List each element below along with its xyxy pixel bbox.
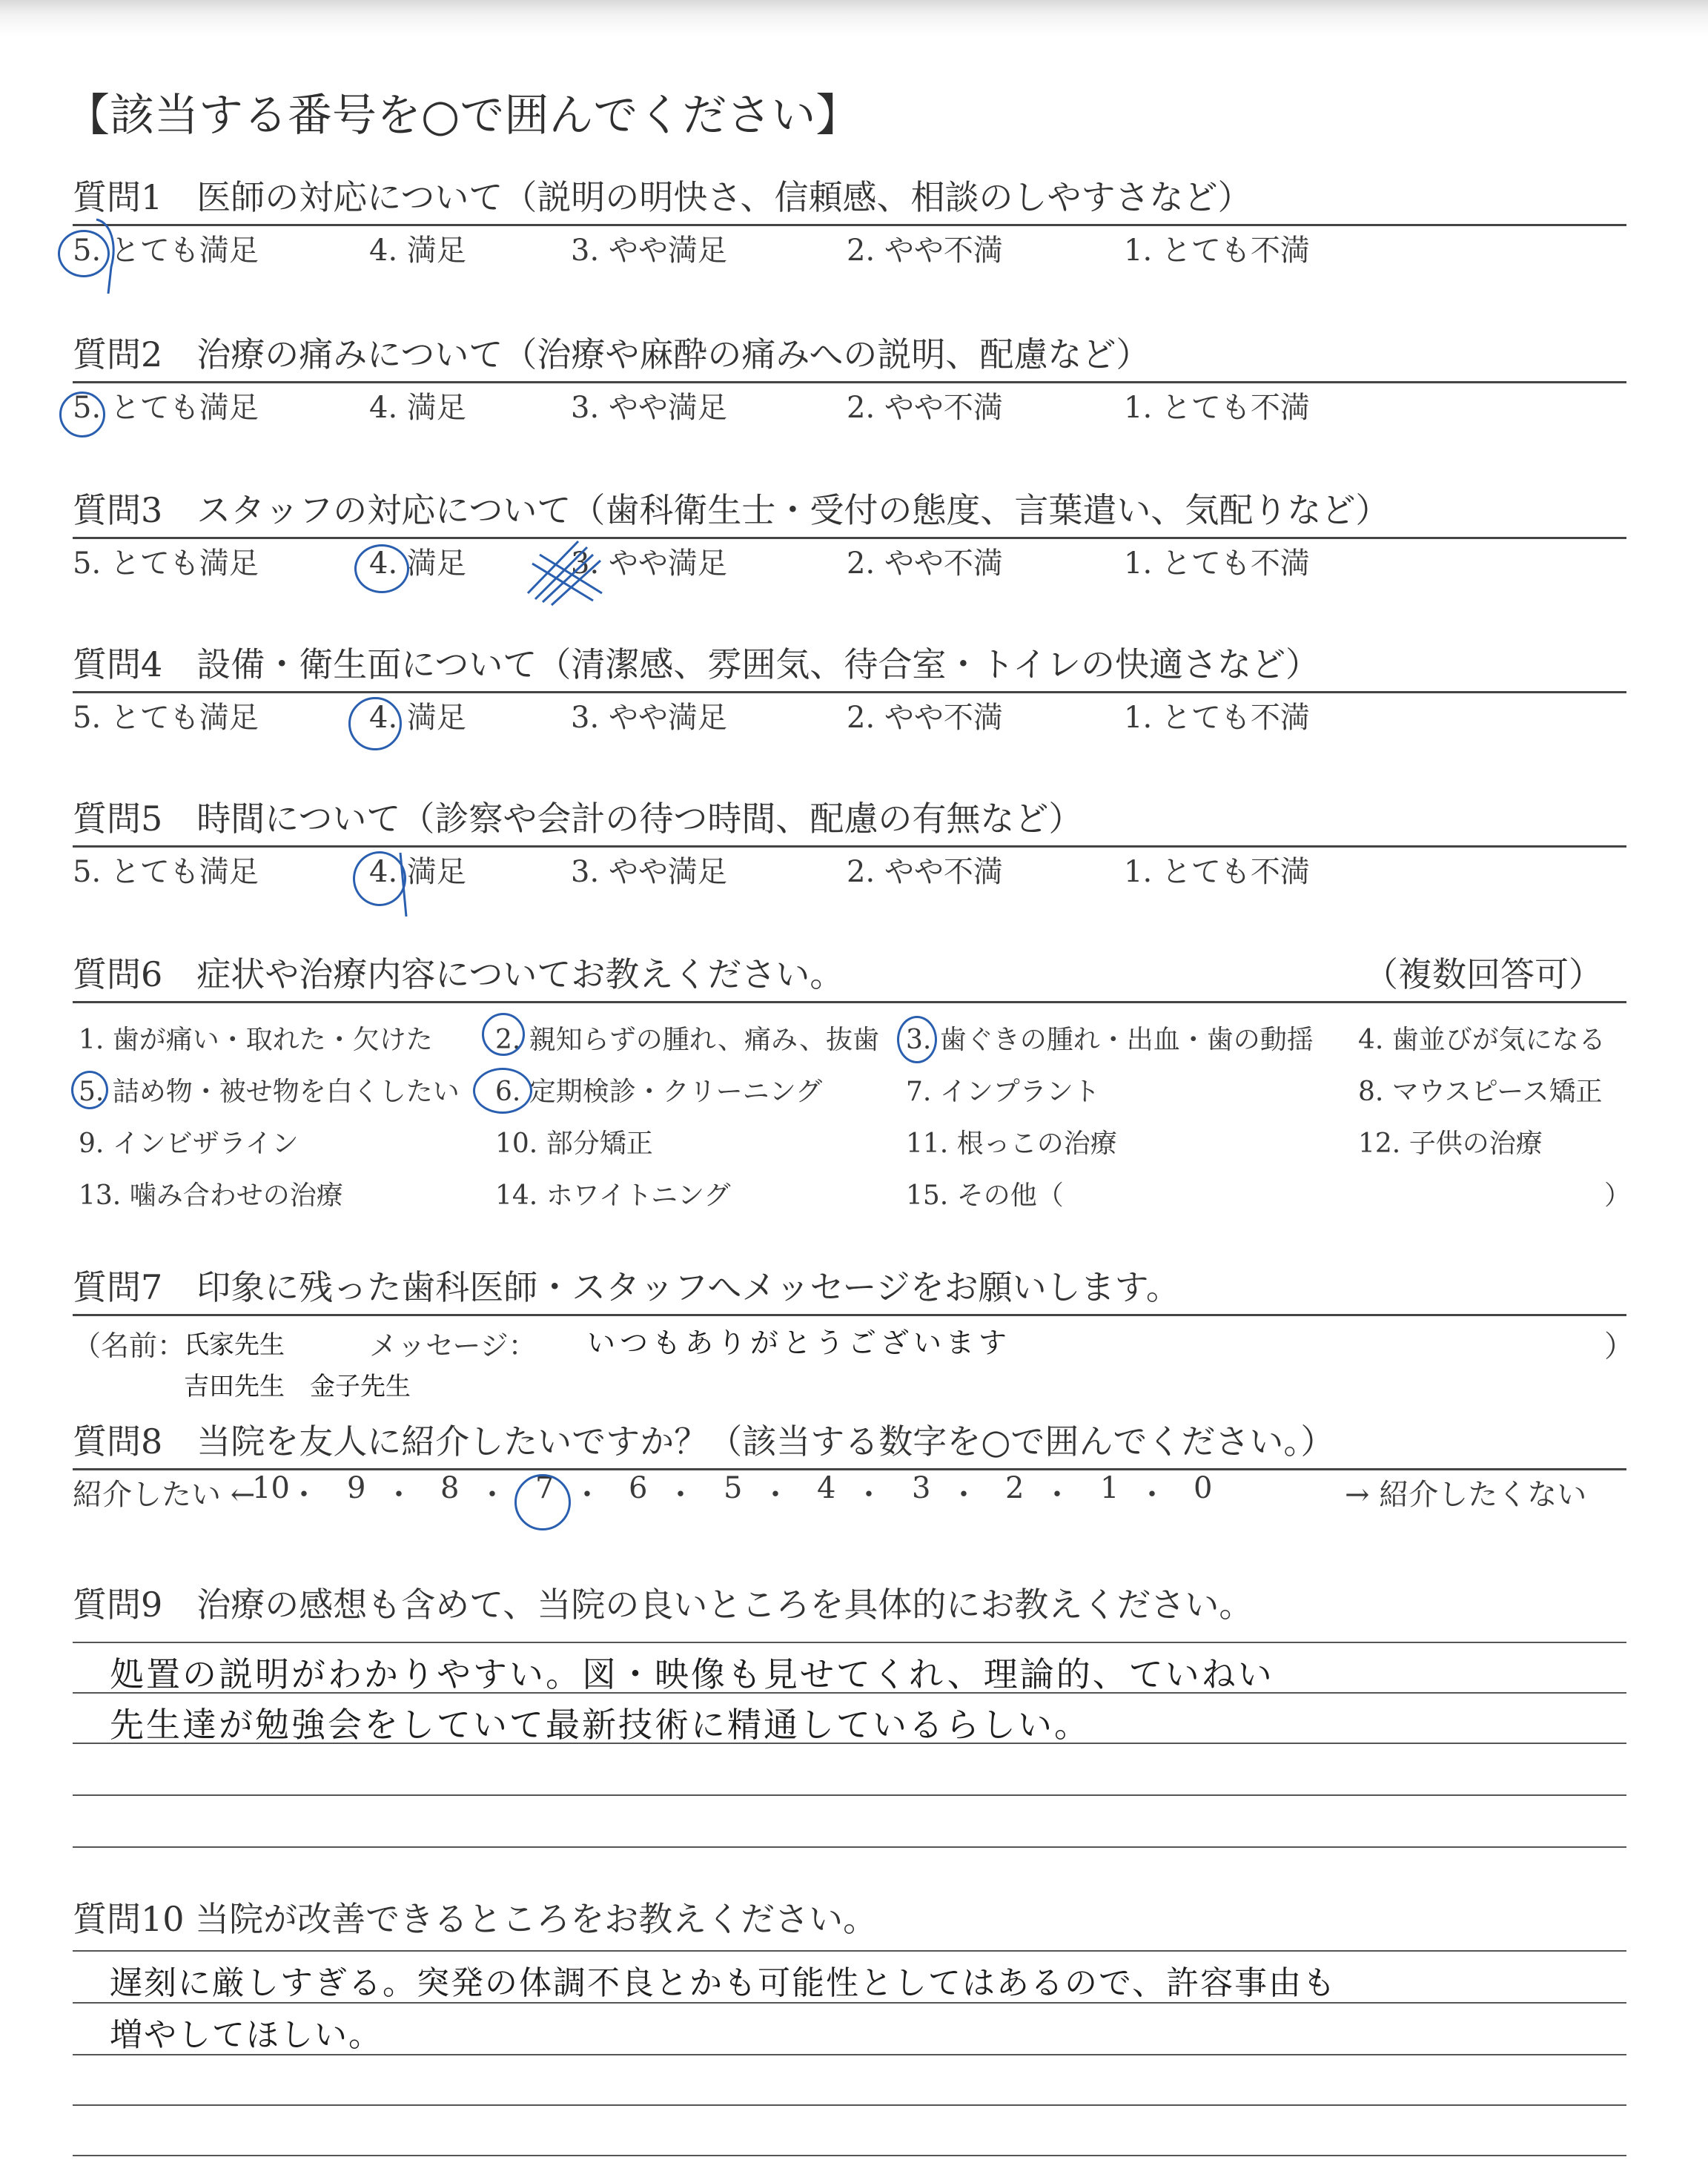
question-title: 質問7 印象に残った歯科医師・スタッフへメッセージをお願いします。 <box>73 1267 1180 1307</box>
form-header: 【該当する番号を○で囲んでください】 <box>65 90 861 142</box>
scale-value-10[interactable]: 10 <box>252 1471 290 1505</box>
q6-option-13[interactable]: 13. 噛み合わせの治療 <box>79 1180 343 1211</box>
option-1[interactable]: 1. とても不満 <box>1124 546 1310 581</box>
option-1[interactable]: 1. とても不満 <box>1124 234 1310 268</box>
q10-answer-line-1: 遅刻に厳しすぎる。突発の体調不良とかも可能性としてはあるので、許容事由も <box>110 1964 1337 2002</box>
scale-separator: ・ <box>572 1478 602 1512</box>
question-title: 質問9 治療の感想も含めて、当院の良いところを具体的にお教えください。 <box>73 1585 1254 1625</box>
scale-value-4[interactable]: 4 <box>817 1471 836 1505</box>
question-title: 質問5 時間について（診察や会計の待つ時間、配慮の有無など） <box>73 799 1083 839</box>
q10-answer-line-2: 増やしてほしい。 <box>110 2016 383 2054</box>
question-title: 質問10 当院が改善できるところをお教えください。 <box>73 1899 878 1939</box>
scale-right-label: → 紹介したくない <box>1345 1478 1587 1512</box>
message-label: メッセージ： <box>369 1330 537 1362</box>
name-label: （名前： <box>73 1330 186 1362</box>
option-5[interactable]: 5. とても満足 <box>73 701 259 735</box>
q6-option-2[interactable]: 2. 親知らずの腫れ、痛み、抜歯 <box>495 1025 880 1055</box>
option-5[interactable]: 5. とても満足 <box>73 234 259 268</box>
q6-option-5[interactable]: 5. 詰め物・被せ物を白くしたい <box>79 1077 460 1107</box>
q9-answer-line-2: 先生達が勉強会をしていて最新技術に精通しているらしい。 <box>110 1705 1090 1745</box>
option-5[interactable]: 5. とても満足 <box>73 855 259 889</box>
scale-separator: ・ <box>761 1478 790 1512</box>
question-title: 質問8 当院を友人に紹介したいですか？（該当する数字を○で囲んでください。） <box>73 1421 1335 1462</box>
option-1[interactable]: 1. とても不満 <box>1124 701 1310 735</box>
q9-answer-line-1: 処置の説明がわかりやすい。図・映像も見せてくれ、理論的、ていねい <box>110 1654 1274 1694</box>
scale-separator: ・ <box>384 1478 414 1512</box>
option-3[interactable]: 3. やや満足 <box>571 546 727 581</box>
scale-value-7[interactable]: 7 <box>535 1471 555 1505</box>
handwritten-names-2: 吉田先生 金子先生 <box>184 1372 411 1401</box>
option-5[interactable]: 5. とても満足 <box>73 391 259 425</box>
question-title: 質問2 治療の痛みについて（治療や麻酔の痛みへの説明、配慮など） <box>73 334 1151 374</box>
option-3[interactable]: 3. やや満足 <box>571 701 727 735</box>
option-2[interactable]: 2. やや不満 <box>847 391 1003 425</box>
option-3[interactable]: 3. やや満足 <box>571 855 727 889</box>
multiple-answers-note: （複数回答可） <box>1364 954 1603 994</box>
question-title: 質問1 医師の対応について（説明の明快さ、信頼感、相談のしやすさなど） <box>73 177 1252 217</box>
question-title: 質問3 スタッフの対応について（歯科衛生士・受付の態度、言葉遣い、気配りなど） <box>73 490 1390 530</box>
q6-option-8[interactable]: 8. マウスピース矯正 <box>1358 1077 1603 1107</box>
scale-separator: ・ <box>1137 1478 1167 1512</box>
handwritten-message: いつもありがとうございます <box>587 1327 1012 1359</box>
scale-value-2[interactable]: 2 <box>1005 1471 1025 1505</box>
scale-value-0[interactable]: 0 <box>1194 1471 1213 1505</box>
scale-value-5[interactable]: 5 <box>724 1471 743 1505</box>
option-4[interactable]: 4. 満足 <box>369 391 466 425</box>
scale-separator: ・ <box>289 1478 319 1512</box>
option-4[interactable]: 4. 満足 <box>369 546 466 581</box>
q6-option-7[interactable]: 7. インプラント <box>906 1077 1100 1107</box>
question-title: 質問4 設備・衛生面について（清潔感、雰囲気、待合室・トイレの快適さなど） <box>73 644 1320 684</box>
option-2[interactable]: 2. やや不満 <box>847 855 1003 889</box>
option-3[interactable]: 3. やや満足 <box>571 391 727 425</box>
q6-option-9[interactable]: 9. インビザライン <box>79 1129 299 1159</box>
scale-separator: ・ <box>666 1478 695 1512</box>
scale-separator: ・ <box>477 1478 507 1512</box>
option-3[interactable]: 3. やや満足 <box>571 234 727 268</box>
handwritten-names-1: 氏家先生 <box>184 1330 285 1360</box>
scale-value-8[interactable]: 8 <box>440 1471 460 1505</box>
option-4[interactable]: 4. 満足 <box>369 234 466 268</box>
option-2[interactable]: 2. やや不満 <box>847 234 1003 268</box>
q6-option-10[interactable]: 10. 部分矯正 <box>495 1129 653 1159</box>
message-close-paren: ） <box>1604 1330 1634 1364</box>
scale-left-label: 紹介したい ← <box>73 1478 256 1512</box>
scale-separator: ・ <box>949 1478 979 1512</box>
q6-option-6[interactable]: 6. 定期検診・クリーニング <box>495 1077 823 1107</box>
question-title: 質問6 症状や治療内容についてお教えください。 <box>73 954 844 994</box>
option-4[interactable]: 4. 満足 <box>369 701 466 735</box>
option-2[interactable]: 2. やや不満 <box>847 701 1003 735</box>
option-4[interactable]: 4. 満足 <box>369 855 466 889</box>
q6-option-3[interactable]: 3. 歯ぐきの腫れ・出血・歯の動揺 <box>906 1025 1314 1055</box>
q6-option-1[interactable]: 1. 歯が痛い・取れた・欠けた <box>79 1025 433 1055</box>
scale-value-9[interactable]: 9 <box>347 1471 366 1505</box>
scale-value-1[interactable]: 1 <box>1100 1471 1119 1505</box>
scale-separator: ・ <box>1042 1478 1072 1512</box>
q6-option-15[interactable]: 15. その他（ <box>906 1180 1064 1211</box>
q6-option-12[interactable]: 12. 子供の治療 <box>1358 1129 1543 1159</box>
option-1[interactable]: 1. とても不満 <box>1124 855 1310 889</box>
q6-other-close-paren: ） <box>1604 1180 1632 1211</box>
option-1[interactable]: 1. とても不満 <box>1124 391 1310 425</box>
q6-option-11[interactable]: 11. 根っこの治療 <box>906 1129 1117 1159</box>
scale-value-3[interactable]: 3 <box>912 1471 931 1505</box>
scale-separator: ・ <box>854 1478 884 1512</box>
option-2[interactable]: 2. やや不満 <box>847 546 1003 581</box>
scale-value-6[interactable]: 6 <box>629 1471 648 1505</box>
q6-option-4[interactable]: 4. 歯並びが気になる <box>1358 1025 1606 1055</box>
option-5[interactable]: 5. とても満足 <box>73 546 259 581</box>
q6-option-14[interactable]: 14. ホワイトニング <box>495 1180 731 1211</box>
